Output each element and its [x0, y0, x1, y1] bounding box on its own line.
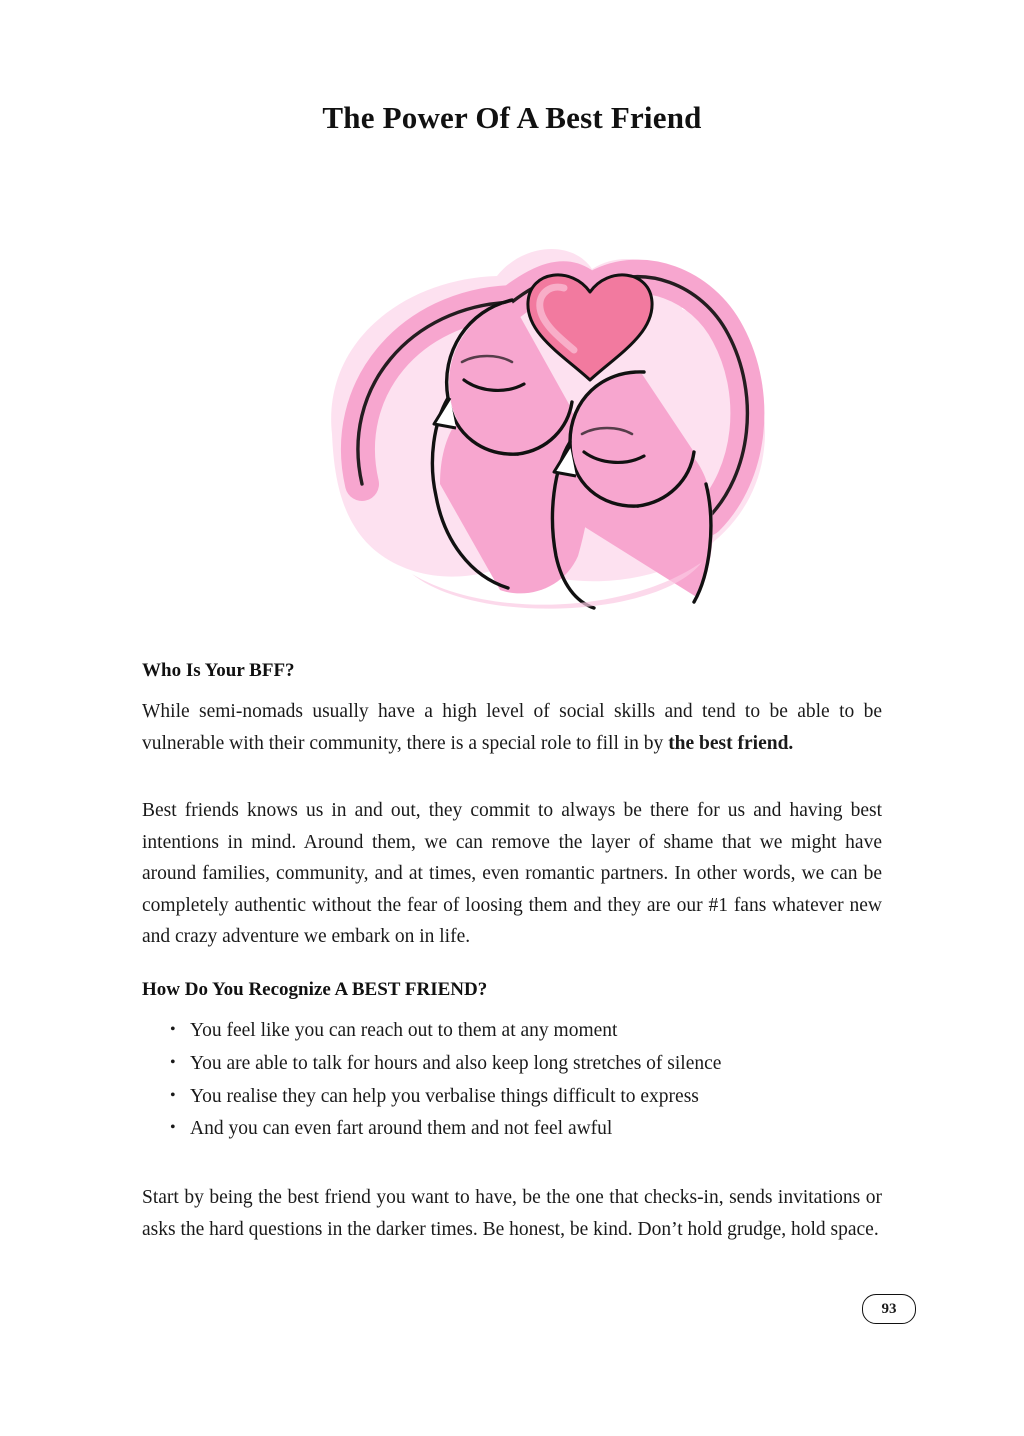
page-title: The Power Of A Best Friend [322, 100, 702, 135]
paragraph-spacer [142, 1168, 882, 1182]
article-body [142, 614, 882, 1245]
recognize-list [142, 1015, 882, 1146]
paragraph-closing: Start by being the best friend you want to have, be the one that checks-in, sends invitations or asks the hard questions in the darker times. Be honest, be kind. Don’t hold grudge, hold space. [142, 1187, 882, 1240]
list-item: • You feel like you can reach out to them at any moment [168, 1015, 882, 1048]
two-friends-heart-hands-illustration [212, 184, 812, 614]
paragraph-intro-text: While semi-nomads usually have a high level of social skills and tend to be able to be vulnerable with their community, there is a special role to fill in by [142, 701, 882, 754]
page-number-badge [862, 1294, 916, 1324]
section-heading-bff: Who Is Your BFF? [142, 660, 295, 681]
list-item: • And you can even fart around them and not feel awful [168, 1113, 882, 1146]
paragraph-intro [142, 696, 882, 759]
paragraph-best-friends: Best friends knows us in and out, they commit to always be there for us and having best intentions in mind. Around them, we can remove the layer of shame that we might have around families, community, and at times, even romantic partners. In other words, we can be completely authentic without the fear of loosing them and they are our #1 fans whatever new and crazy adventure we embark on in life. [142, 800, 882, 948]
list-item: • You realise they can help you verbalise things difficult to express [168, 1081, 882, 1114]
list-item: • You are able to talk for hours and also keep long stretches of silence [168, 1048, 882, 1081]
section-heading-recognize: How Do You Recognize A BEST FRIEND? [142, 979, 488, 1001]
paragraph-spacer [142, 781, 882, 795]
paragraph-intro-bold: the best friend. [668, 732, 794, 754]
page-number-label: 93 [881, 1300, 897, 1317]
illustration-container [0, 184, 1024, 614]
